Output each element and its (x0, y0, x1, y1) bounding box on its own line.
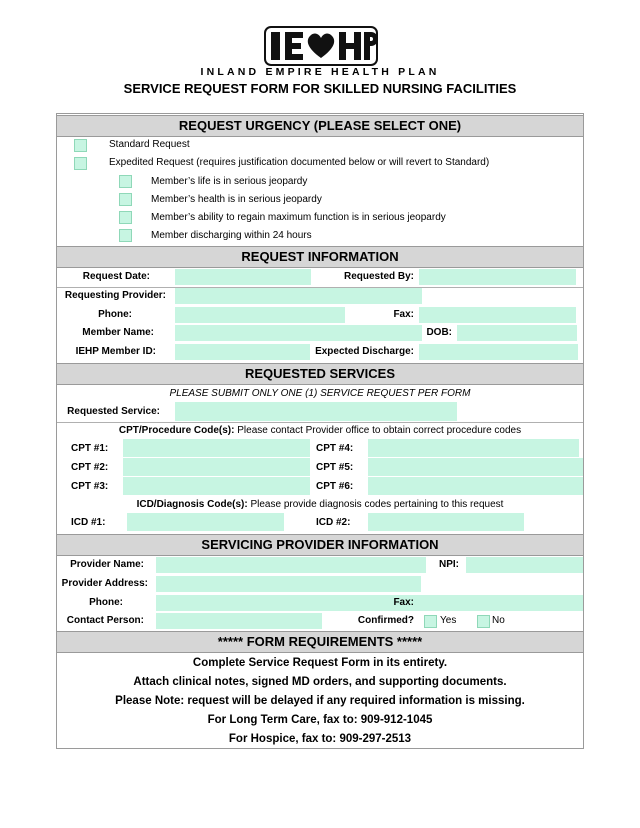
health-jeopardy-checkbox[interactable] (119, 193, 132, 206)
provider-fax-label: Fax: (393, 597, 414, 608)
dob-field[interactable] (457, 325, 577, 341)
one-request-note-text: PLEASE SUBMIT ONLY ONE (1) SERVICE REQUEST PER FORM (169, 388, 471, 399)
standard-checkbox[interactable] (74, 139, 87, 152)
discharge-24h-checkbox[interactable] (119, 229, 132, 242)
confirmed-no-label: No (492, 615, 505, 626)
ltc-fax-line: For Long Term Care, fax to: 909-912-1045 (207, 714, 433, 726)
fax-field[interactable] (419, 307, 576, 323)
request-date-field[interactable] (175, 269, 311, 285)
expected-discharge-label: Expected Discharge: (315, 346, 414, 357)
fax-label: Fax: (393, 309, 414, 320)
member-name-label: Member Name: (82, 327, 154, 338)
confirmed-label: Confirmed? (357, 615, 414, 626)
requirements-heading: ***** FORM REQUIREMENTS ***** (57, 631, 583, 653)
dob-label: DOB: (426, 327, 452, 338)
standard-label: Standard Request (109, 139, 190, 150)
requested-by-field[interactable] (419, 269, 576, 285)
request-info-heading: REQUEST INFORMATION (57, 246, 583, 268)
urgency-heading: REQUEST URGENCY (PLEASE SELECT ONE) (57, 115, 583, 137)
requesting-provider-field[interactable] (175, 288, 422, 304)
npi-field[interactable] (466, 557, 583, 573)
cpt2-field[interactable] (123, 458, 310, 476)
reason-function-label: Member’s ability to regain maximum function is in serious jeopardy (151, 212, 446, 223)
cpt-heading (57, 423, 583, 439)
icd2-label: ICD #2: (316, 517, 351, 528)
requirement-line: Complete Service Request Form in its entirety. (192, 657, 448, 669)
confirmed-no-checkbox[interactable] (477, 615, 490, 628)
iehp-logo (263, 24, 379, 68)
cpt2-label: CPT #2: (71, 462, 109, 473)
cpt6-label: CPT #6: (316, 481, 354, 492)
cpt4-field[interactable] (368, 439, 579, 457)
confirmed-yes-checkbox[interactable] (424, 615, 437, 628)
requirement-line: Attach clinical notes, signed MD orders, and supporting documents. (133, 676, 507, 688)
cpt3-label: CPT #3: (71, 481, 109, 492)
reason-life-label: Member’s life is in serious jeopardy (151, 176, 308, 187)
phone-field[interactable] (175, 307, 345, 323)
cpt1-label: CPT #1: (71, 443, 109, 454)
provider-name-field[interactable] (156, 557, 426, 573)
contact-person-label: Contact Person: (66, 615, 144, 626)
services-heading: REQUESTED SERVICES (57, 363, 583, 385)
cpt5-label: CPT #5: (316, 462, 354, 473)
expedited-checkbox[interactable] (74, 157, 87, 170)
member-id-field[interactable] (175, 344, 310, 360)
requesting-provider-label: Requesting Provider: (64, 290, 166, 301)
provider-address-field[interactable] (156, 576, 421, 592)
cpt3-field[interactable] (123, 477, 310, 495)
icd-heading-bold: ICD/Diagnosis Code(s): (136, 499, 248, 510)
requested-by-label: Requested By: (343, 271, 414, 282)
requested-service-field[interactable] (175, 402, 457, 421)
contact-person-field[interactable] (156, 613, 322, 629)
member-id-label: IEHP Member ID: (75, 346, 156, 357)
one-request-note (57, 386, 583, 402)
provider-phone-label: Phone: (89, 597, 123, 608)
provider-name-label: Provider Name: (70, 559, 144, 570)
cpt4-label: CPT #4: (316, 443, 354, 454)
provider-address-label: Provider Address: (61, 578, 148, 589)
form-title: SERVICE REQUEST FORM FOR SKILLED NURSING FACILITIES (123, 81, 517, 96)
function-jeopardy-checkbox[interactable] (119, 211, 132, 224)
cpt-heading-text: Please contact Provider office to obtain correct procedure codes (234, 425, 522, 436)
cpt1-field[interactable] (123, 439, 310, 457)
icd1-field[interactable] (127, 513, 284, 531)
npi-label: NPI: (439, 559, 459, 570)
hospice-fax-line: For Hospice, fax to: 909-297-2513 (228, 733, 412, 745)
reason-health-label: Member’s health is in serious jeopardy (151, 194, 322, 205)
reason-discharge-label: Member discharging within 24 hours (151, 230, 312, 241)
icd1-label: ICD #1: (71, 517, 106, 528)
icd2-field[interactable] (368, 513, 524, 531)
request-date-label: Request Date: (82, 271, 150, 282)
confirmed-yes-label: Yes (440, 615, 457, 626)
plan-name: INLAND EMPIRE HEALTH PLAN (200, 66, 440, 78)
phone-label: Phone: (98, 309, 132, 320)
cpt-heading-bold: CPT/Procedure Code(s): (118, 425, 235, 436)
cpt6-field[interactable] (368, 477, 583, 495)
cpt5-field[interactable] (368, 458, 583, 476)
life-jeopardy-checkbox[interactable] (119, 175, 132, 188)
servicing-heading: SERVICING PROVIDER INFORMATION (57, 534, 583, 556)
icd-heading (57, 497, 583, 513)
requirement-line: Please Note: request will be delayed if any required information is missing. (115, 695, 525, 707)
member-name-field[interactable] (175, 325, 422, 341)
expected-discharge-field[interactable] (419, 344, 578, 360)
icd-heading-text: Please provide diagnosis codes pertaining to this request (247, 499, 504, 510)
requested-service-label: Requested Service: (67, 406, 160, 417)
provider-fax-field[interactable] (421, 595, 583, 611)
expedited-label: Expedited Request (requires justification documented below or will revert to Standard) (109, 157, 490, 168)
